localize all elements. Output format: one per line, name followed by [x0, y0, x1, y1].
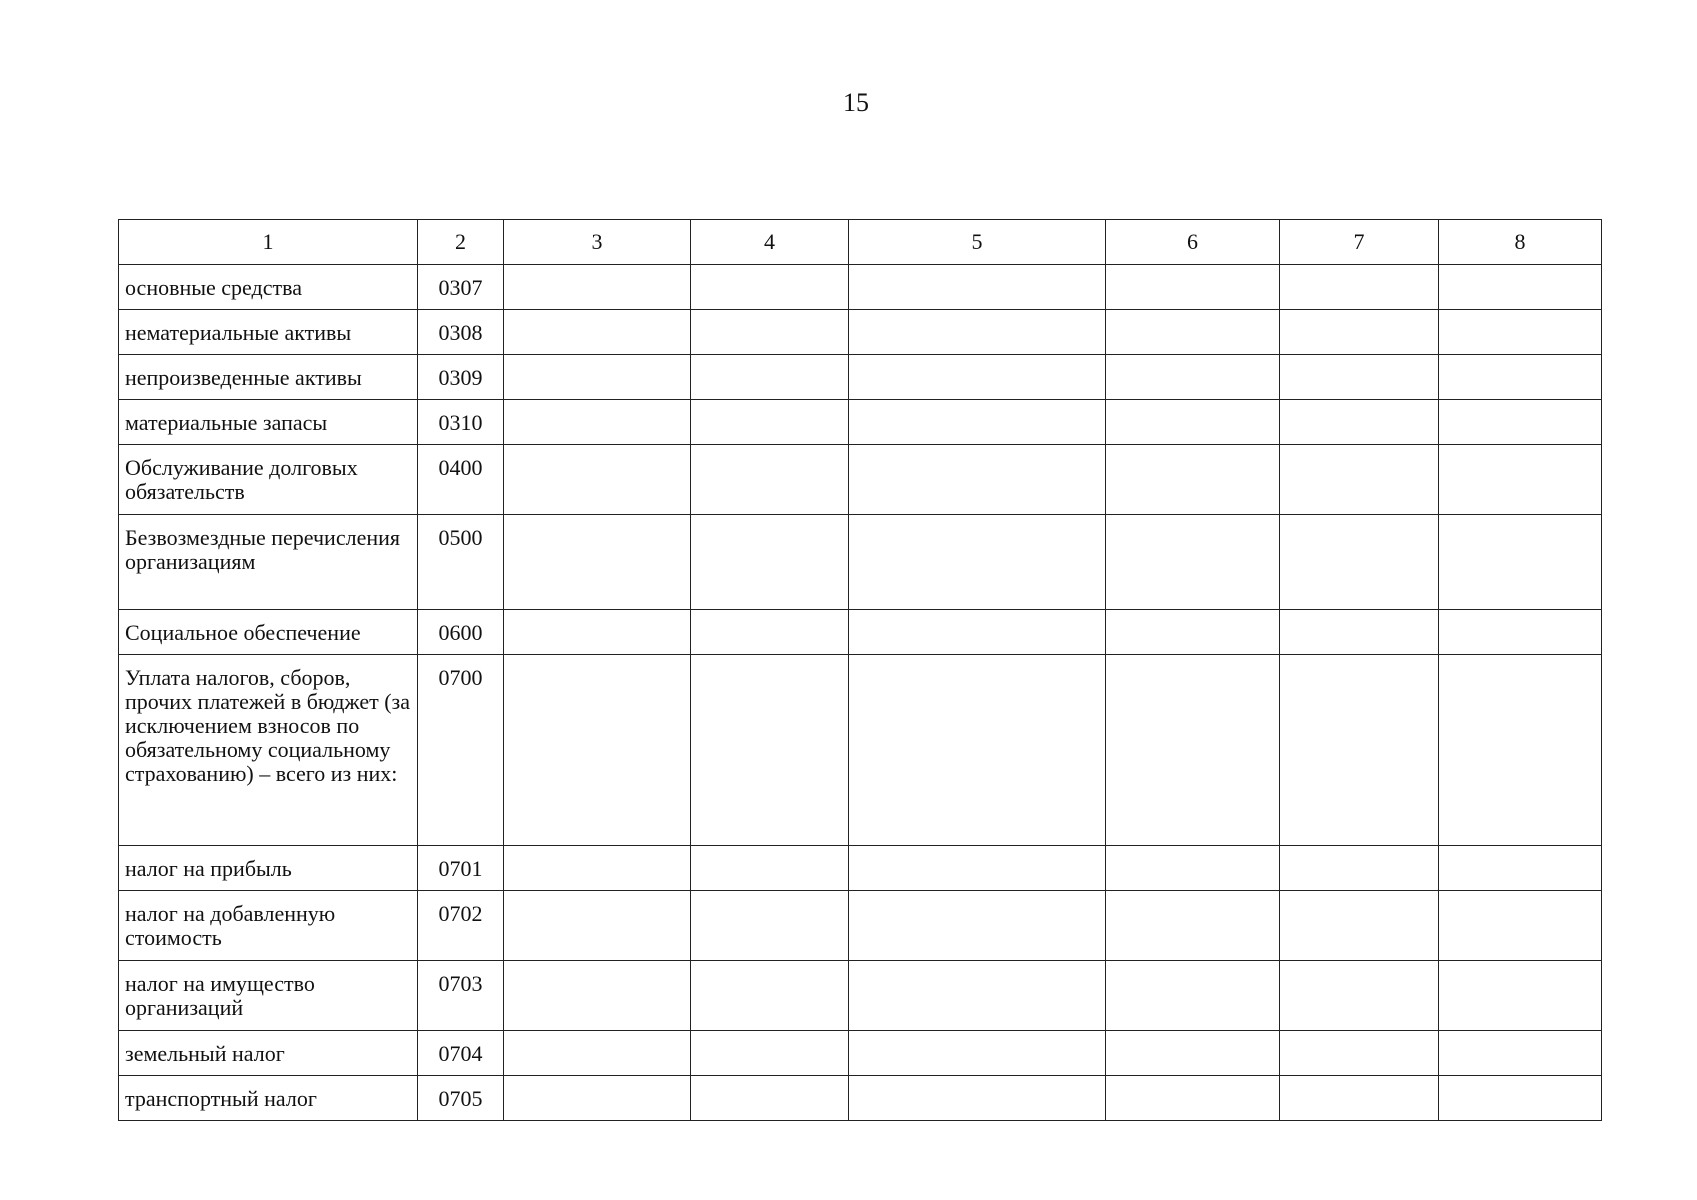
row-code: 0310 [418, 400, 504, 445]
data-cell [504, 1076, 691, 1121]
data-cell [1439, 846, 1602, 891]
row-name: Социальное обеспечение [119, 610, 418, 655]
row-code: 0600 [418, 610, 504, 655]
column-header: 3 [504, 220, 691, 265]
row-name: Обслуживание долговых обязательств [119, 445, 418, 515]
data-cell [691, 961, 849, 1031]
column-header: 8 [1439, 220, 1602, 265]
table-row [119, 846, 1602, 891]
row-name: земельный налог [119, 1031, 418, 1076]
data-cell [1106, 310, 1280, 355]
column-header: 4 [691, 220, 849, 265]
data-cell [504, 515, 691, 610]
data-cell [849, 310, 1106, 355]
data-cell [849, 846, 1106, 891]
table-row [119, 655, 1602, 846]
data-cell [1280, 515, 1439, 610]
data-cell [504, 655, 691, 846]
data-cell [691, 1076, 849, 1121]
data-cell [1106, 1031, 1280, 1076]
table-row [119, 961, 1602, 1031]
row-code: 0702 [418, 891, 504, 961]
row-name: транспортный налог [119, 1076, 418, 1121]
data-cell [1280, 310, 1439, 355]
data-cell [849, 961, 1106, 1031]
data-cell [504, 355, 691, 400]
table-row [119, 445, 1602, 515]
data-cell [691, 265, 849, 310]
row-code: 0309 [418, 355, 504, 400]
data-cell [691, 846, 849, 891]
row-name: Безвозмездные перечисления организациям [119, 515, 418, 610]
data-cell [1280, 610, 1439, 655]
column-header: 7 [1280, 220, 1439, 265]
data-cell [504, 961, 691, 1031]
data-cell [1106, 655, 1280, 846]
data-cell [504, 310, 691, 355]
page-number: 15 [843, 88, 869, 117]
data-cell [1439, 310, 1602, 355]
row-code: 0701 [418, 846, 504, 891]
data-cell [691, 445, 849, 515]
data-cell [1439, 1076, 1602, 1121]
column-header: 6 [1106, 220, 1280, 265]
row-name: нематериальные активы [119, 310, 418, 355]
row-name: налог на имущество организаций [119, 961, 418, 1031]
data-cell [1439, 655, 1602, 846]
data-cell [691, 891, 849, 961]
data-cell [849, 1031, 1106, 1076]
data-cell [1439, 355, 1602, 400]
data-cell [1280, 400, 1439, 445]
data-cell [1280, 445, 1439, 515]
data-cell [1280, 846, 1439, 891]
data-cell [691, 655, 849, 846]
data-cell [504, 445, 691, 515]
column-number-row [119, 220, 1602, 265]
data-cell [691, 515, 849, 610]
data-cell [1439, 400, 1602, 445]
data-cell [1106, 445, 1280, 515]
data-cell [691, 355, 849, 400]
data-cell [1106, 961, 1280, 1031]
table-row [119, 310, 1602, 355]
data-cell [1106, 891, 1280, 961]
data-cell [1106, 846, 1280, 891]
data-cell [849, 515, 1106, 610]
data-cell [1280, 891, 1439, 961]
data-cell [849, 655, 1106, 846]
table-row [119, 610, 1602, 655]
data-cell [1439, 445, 1602, 515]
data-cell [1106, 265, 1280, 310]
table-row [119, 355, 1602, 400]
data-cell [691, 400, 849, 445]
row-name: материальные запасы [119, 400, 418, 445]
row-name: налог на добавленную стоимость [119, 891, 418, 961]
data-cell [1106, 515, 1280, 610]
data-cell [849, 265, 1106, 310]
data-cell [849, 355, 1106, 400]
table-row [119, 400, 1602, 445]
row-code: 0400 [418, 445, 504, 515]
row-code: 0703 [418, 961, 504, 1031]
data-cell [849, 445, 1106, 515]
data-cell [849, 400, 1106, 445]
data-cell [1106, 355, 1280, 400]
data-cell [1439, 515, 1602, 610]
data-cell [1280, 655, 1439, 846]
row-name: основные средства [119, 265, 418, 310]
row-code: 0308 [418, 310, 504, 355]
data-cell [1439, 265, 1602, 310]
data-cell [1280, 355, 1439, 400]
data-cell [1280, 265, 1439, 310]
data-cell [1106, 610, 1280, 655]
table-row [119, 891, 1602, 961]
row-code: 0700 [418, 655, 504, 846]
row-code: 0705 [418, 1076, 504, 1121]
data-cell [1439, 610, 1602, 655]
data-cell [849, 891, 1106, 961]
data-cell [849, 1076, 1106, 1121]
data-cell [504, 610, 691, 655]
table-row [119, 1031, 1602, 1076]
column-header: 1 [119, 220, 418, 265]
row-code: 0500 [418, 515, 504, 610]
column-header: 5 [849, 220, 1106, 265]
data-cell [1439, 891, 1602, 961]
data-cell [691, 610, 849, 655]
table-row [119, 1076, 1602, 1121]
data-cell [1280, 961, 1439, 1031]
table-row [119, 265, 1602, 310]
row-name: непроизведенные активы [119, 355, 418, 400]
data-cell [504, 891, 691, 961]
table-row [119, 515, 1602, 610]
data-cell [849, 610, 1106, 655]
data-cell [1106, 400, 1280, 445]
column-header: 2 [418, 220, 504, 265]
data-cell [504, 846, 691, 891]
data-cell [1439, 961, 1602, 1031]
row-name: Уплата налогов, сборов, прочих платежей в бюджет (за исключением взносов по обязательному социальному страхованию) – всего из них: [119, 655, 418, 846]
data-cell [504, 265, 691, 310]
data-cell [1106, 1076, 1280, 1121]
data-cell [504, 400, 691, 445]
data-cell [1280, 1076, 1439, 1121]
data-cell [691, 1031, 849, 1076]
report-table [118, 219, 1602, 1121]
row-code: 0307 [418, 265, 504, 310]
data-cell [1280, 1031, 1439, 1076]
data-cell [1439, 1031, 1602, 1076]
row-code: 0704 [418, 1031, 504, 1076]
data-cell [691, 310, 849, 355]
data-cell [504, 1031, 691, 1076]
row-name: налог на прибыль [119, 846, 418, 891]
